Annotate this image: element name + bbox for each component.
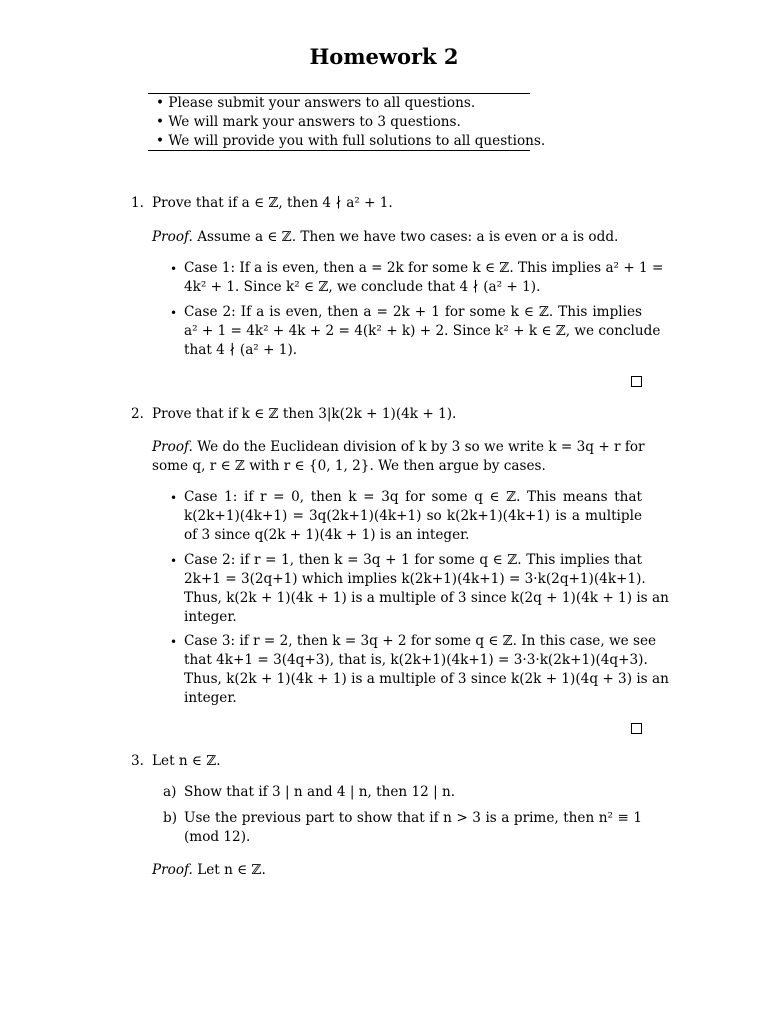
part-a-label: a)	[163, 784, 177, 800]
part-b-text: Use the previous part to show that if n > 3 is a prime, then n² ≡ 1 (mod 12).	[184, 810, 642, 845]
question-2-proof: Proof. We do the Euclidean division of k by 3 so we write k = 3q + r for some q, r ∈ ℤ with r ∈ {0, 1, 2}. We then argue by cases.	[152, 439, 645, 474]
question-1-proof	[152, 228, 618, 247]
instruction-item: • We will provide you with full solutions to all questions.	[156, 133, 546, 149]
part-b-label: b)	[163, 810, 178, 826]
bullet-icon: •	[170, 554, 178, 568]
qed-square-icon	[631, 376, 642, 387]
proof-label: Proof.	[152, 439, 193, 455]
instructions-box	[156, 94, 546, 151]
question-2-case-2: Case 2: if r = 1, then k = 3q + 1 for some q ∈ ℤ. This implies that 2k+1 = 3(2q+1) which implies k(2k+1)(4k+1) = 3·k(2q+1)(4k+1). Thus, k(2k + 1)(4k + 1) is a multiple of 3 since k(2q + 1)(4k + 1) is an integer.	[184, 552, 669, 625]
proof-intro: Assume a ∈ ℤ. Then we have two cases: a is even or a is odd.	[197, 229, 619, 245]
question-1-statement: Prove that if a ∈ ℤ, then 4 ∤ a² + 1.	[152, 195, 393, 211]
question-2-case-1: Case 1: if r = 0, then k = 3q for some q ∈ ℤ. This means that k(2k+1)(4k+1) = 3q(2k+1)(4k+1) so k(2k+1)(4k+1) is a multiple of 3 since q(2k + 1)(4k + 1) is an integer.	[184, 489, 642, 543]
question-3-statement: Let n ∈ ℤ.	[152, 753, 221, 769]
part-a-text: Show that if 3 | n and 4 | n, then 12 | n.	[184, 784, 456, 800]
proof-label: Proof.	[152, 862, 193, 878]
instruction-item: • We will mark your answers to 3 questions.	[156, 114, 461, 130]
question-1-case-2: Case 2: If a is even, then a = 2k + 1 for some k ∈ ℤ. This implies a² + 1 = 4k² + 4k + 2 = 4(k² + k) + 2. Since k² + k ∈ ℤ, we conclude that 4 ∤ (a² + 1).	[184, 304, 661, 358]
question-2-number: 2.	[131, 406, 144, 422]
bullet-icon: •	[170, 635, 178, 649]
qed-square-icon	[631, 723, 642, 734]
instruction-item: • Please submit your answers to all questions.	[156, 95, 476, 111]
bullet-icon: •	[170, 262, 178, 276]
page-title: Homework 2	[309, 44, 459, 69]
question-3-proof	[152, 861, 266, 880]
bullet-icon: •	[170, 491, 178, 505]
question-2-statement: Prove that if k ∈ ℤ then 3|k(2k + 1)(4k + 1).	[152, 406, 457, 422]
proof-label: Proof.	[152, 229, 193, 245]
proof-text: Let n ∈ ℤ.	[197, 862, 266, 878]
question-3-number: 3.	[131, 753, 144, 769]
question-1-case-1: Case 1: If a is even, then a = 2k for some k ∈ ℤ. This implies a² + 1 = 4k² + 1. Since k² ∈ ℤ, we conclude that 4 ∤ (a² + 1).	[184, 260, 664, 295]
question-1-number: 1.	[131, 195, 144, 211]
bottom-rule	[148, 150, 530, 151]
question-2-case-3: Case 3: if r = 2, then k = 3q + 2 for some q ∈ ℤ. In this case, we see that 4k+1 = 3(4q+3), that is, k(2k+1)(4k+1) = 3·3·k(2k+1)(4q+3). Thus, k(2k + 1)(4k + 1) is a multiple of 3 since k(2k + 1)(4q + 3) is an integer.	[184, 633, 669, 706]
bullet-icon: •	[170, 306, 178, 320]
